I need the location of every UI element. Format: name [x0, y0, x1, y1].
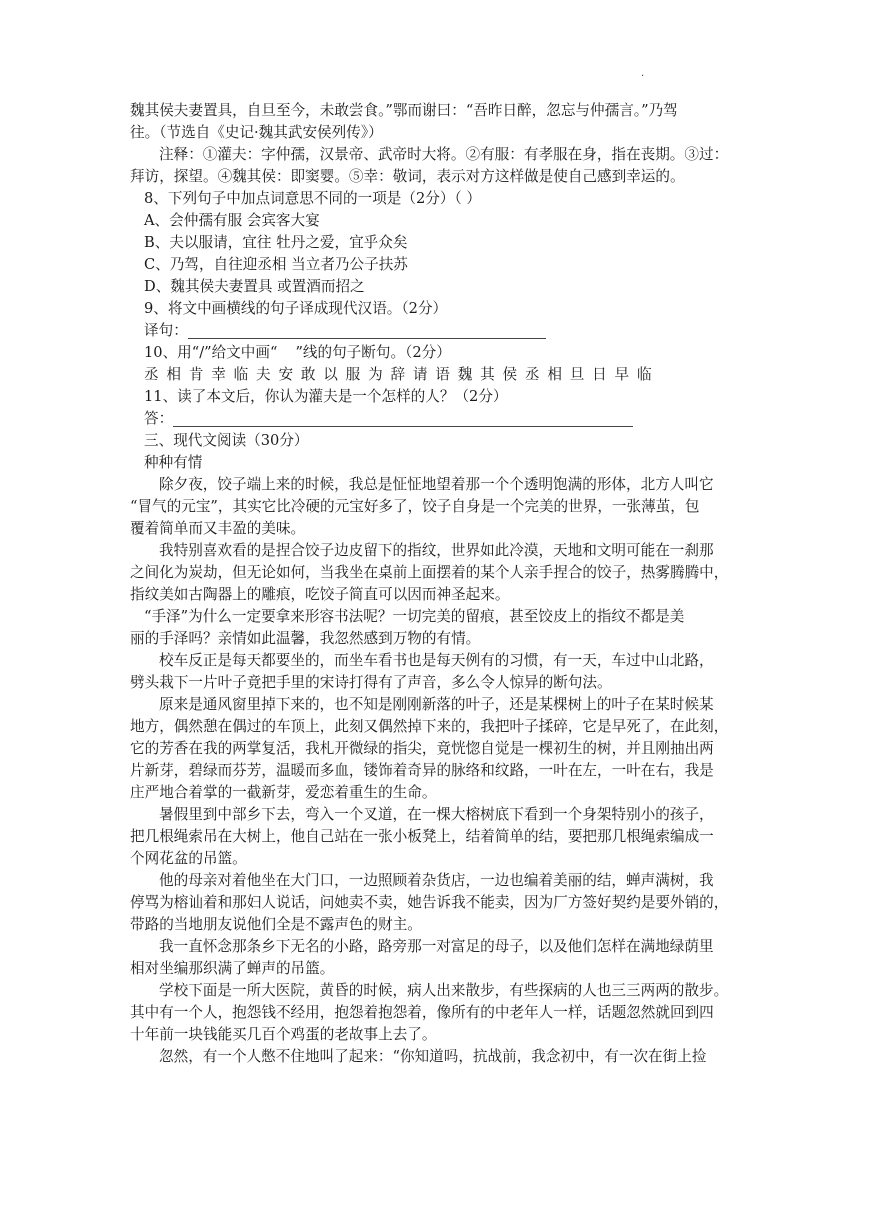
paragraph-line: 原来是通风窗里掉下来的，也不知是刚刚新落的叶子，还是某棵树上的叶子在某时候某: [159, 696, 714, 713]
char: 肯: [188, 366, 204, 383]
paragraph-line: 我特别喜欢看的是捏合饺子边皮留下的指纹，世界如此冷漠，天地和文明可能在一刹那: [159, 542, 714, 559]
question-11-answer-line[interactable]: [173, 410, 633, 427]
paragraph-line: 除夕夜，饺子端上来的时候，我总是怔怔地望着那一个个透明饱满的形体，北方人叫它: [159, 476, 714, 493]
header-mark: .: [641, 68, 645, 79]
question-9-answer-row: [130, 320, 742, 342]
question-9-label: 译句：: [144, 322, 188, 339]
document-content: [130, 100, 742, 1068]
question-8-option-a: A、会仲孺有服 会宾客大宴: [144, 212, 320, 229]
question-9-answer-line[interactable]: [188, 322, 546, 339]
char: 相: [166, 366, 182, 383]
char: 夫: [256, 366, 271, 383]
question-8-option-b: B、夫以服请，宜往 牡丹之爱，宜乎众矣: [144, 234, 408, 251]
question-11-answer-row: [130, 408, 742, 430]
question-11: 11、读了本文后，你认为灌夫是一个怎样的人？（2分）: [144, 388, 508, 405]
char: 临: [233, 366, 249, 383]
paragraph-line: 校车反正是每天都要坐的，而坐车看书也是每天例有的习惯，有一天，车过中山北路，: [159, 652, 714, 669]
char: 相: [547, 366, 562, 383]
char: 安: [278, 366, 294, 383]
section-3-heading: 三、现代文阅读（30分）: [144, 432, 309, 449]
paragraph-line: 指纹美如古陶器上的雕痕，吃饺子简直可以因而神圣起来。: [130, 586, 510, 603]
paragraph-line: 之间化为炭劫，但无论如何，当我坐在桌前上面摆着的某个人亲手捏合的饺子，热雾腾腾中，: [130, 564, 729, 581]
char: 幸: [211, 366, 226, 383]
char: 其: [480, 366, 495, 383]
paragraph-line: 他的母亲对着他坐在大门口，一边照顾着杂货店，一边也编着美丽的结，蝉声满树，我: [159, 872, 714, 889]
question-8: 8、下列句子中加点词意思不同的一项是（2分）（ ）: [144, 190, 481, 207]
char: 敢: [300, 366, 316, 383]
text-line: 魏其侯夫妻置具，自旦至今，未敢尝食。”鄂而谢曰：“吾昨日醉，忽忘与仲孺言。”乃驾: [130, 102, 678, 119]
paragraph-line: 忽然，有一个人憋不住地叫了起来：“你知道吗，抗战前，我念初中，有一次在街上捡: [159, 1048, 707, 1065]
char: 侯: [502, 366, 518, 383]
char: 语: [435, 366, 450, 383]
essay-title: 种种有情: [144, 454, 203, 471]
char: 为: [368, 366, 383, 383]
paragraph-line: 片新芽，碧绿而芬芳，温暖而多血，镂饰着奇异的脉络和纹路，一叶在左，一叶在右，我是: [130, 762, 714, 779]
paragraph-line: 我一直怀念那条乡下无名的小路，路旁那一对富足的母子，以及他们怎样在满地绿荫里: [159, 938, 714, 955]
paragraph-line: 其中有一个人，抱怨钱不经用，抱怨着抱怨着，像所有的中老年人一样，话题忽然就回到四: [130, 1004, 714, 1021]
question-10: [130, 342, 742, 364]
text-line: 往。（节选自《史记·魏其武安侯列传》）: [130, 124, 383, 141]
question-10-chars: [130, 364, 742, 386]
paragraph-line: 劈头栽下一片叶子竟把手里的宋诗打得有了声音，多么令人惊异的断句法。: [130, 674, 612, 691]
paragraph-line: “手泽”为什么一定要拿来形容书法呢？一切完美的留痕，甚至饺皮上的指纹不都是美: [144, 608, 685, 625]
paragraph-line: 停骂为榕讪着和那妇人说话，问她卖不卖，她告诉我不能卖，因为厂方签好契约是要外销的，: [130, 894, 729, 911]
char: 丞: [144, 366, 159, 383]
char: 魏: [457, 366, 473, 383]
char: 日: [592, 366, 607, 383]
question-10-text-b: ”线的句子断句。（2分）: [295, 344, 451, 361]
paragraph-line: 学校下面是一所大医院，黄昏的时候，病人出来散步，有些探病的人也三三两两的散步。: [159, 982, 729, 999]
char: 旦: [569, 366, 585, 383]
char: 请: [412, 366, 428, 383]
paragraph-line: 暑假里到中部乡下去，弯入一个叉道，在一棵大榕树底下看到一个身架特别小的孩子，: [159, 806, 714, 823]
question-8-option-d: D、魏其侯夫妻置具 或置酒而招之: [144, 278, 365, 295]
paragraph-line: “冒气的元宝”，其实它比冷硬的元宝好多了，饺子自身是一个完美的世界，一张薄茧，包: [130, 498, 700, 515]
char: 早: [614, 366, 630, 383]
char: 服: [345, 366, 361, 383]
annotation-line: 注释：①灌夫：字仲孺，汉景帝、武帝时大将。②有服：有孝服在身，指在丧期。③过：: [159, 146, 729, 163]
char: 以: [323, 366, 338, 383]
paragraph-line: 个网花盆的吊篮。: [130, 850, 247, 867]
paragraph-line: 丽的手泽吗？亲情如此温馨，我忽然感到万物的有情。: [130, 630, 481, 647]
paragraph-line: 覆着简单而又丰盈的美味。: [130, 520, 306, 537]
char: 临: [636, 366, 652, 383]
paragraph-line: 十年前一块钱能买几百个鸡蛋的老故事上去了。: [130, 1026, 437, 1043]
annotation-line: 拜访，探望。④魏其侯：即窦婴。⑤幸：敬词，表示对方这样做是使自己感到幸运的。: [130, 168, 685, 185]
paragraph-line: 带路的当地朋友说他们全是不露声色的财主。: [130, 916, 422, 933]
question-8-option-c: C、乃驾，自往迎丞相 当立者乃公子扶苏: [144, 256, 408, 273]
paragraph-line: 它的芳香在我的两掌复活，我札开微绿的指尖，竟恍惚自觉是一棵初生的树，并且刚抽出两: [130, 740, 714, 757]
paragraph-line: 相对坐编那织满了蝉声的吊篮。: [130, 960, 335, 977]
paragraph-line: 把几根绳索吊在大树上，他自己站在一张小板凳上，结着简单的结，要把那几根绳索编成一: [130, 828, 714, 845]
paragraph-line: 庄严地合着掌的一截新芽，爱恋着重生的生命。: [130, 784, 437, 801]
char: 辞: [390, 366, 406, 383]
question-11-label: 答：: [144, 410, 174, 427]
question-9: 9、将文中画横线的句子译成现代汉语。（2分）: [144, 300, 448, 317]
paragraph-line: 地方，偶然憩在偶过的车顶上，此刻又偶然掉下来的，我把叶子揉碎，它是早死了，在此刻，: [130, 718, 729, 735]
char: 丞: [524, 366, 540, 383]
question-10-text-a: 10、用“/”给文中画“: [144, 344, 278, 361]
